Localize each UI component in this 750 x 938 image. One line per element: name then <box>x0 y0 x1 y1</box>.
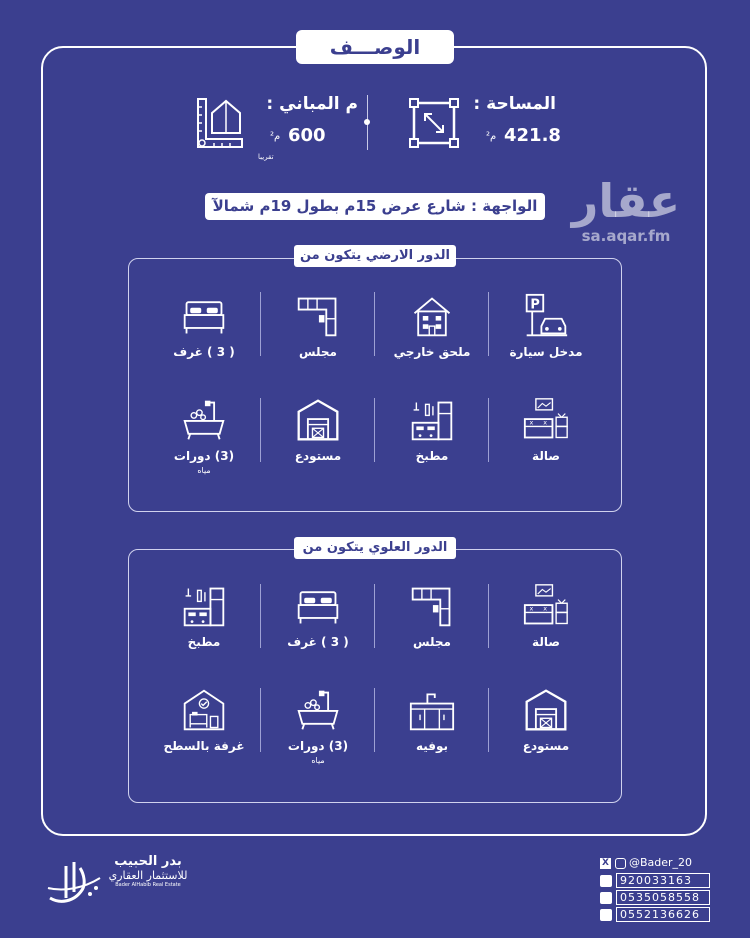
item-label: مدخل سيارة <box>509 345 583 359</box>
company-name <box>108 854 188 888</box>
contacts-block <box>600 855 710 922</box>
separator <box>374 292 375 356</box>
area-stat <box>466 94 556 114</box>
bed-icon <box>295 583 341 629</box>
building-stat <box>258 94 358 114</box>
living-room-icon <box>523 397 569 443</box>
item-label: مطبخ <box>415 449 449 463</box>
ground-item-majlis <box>263 293 373 359</box>
item-label: مستودع <box>294 449 342 463</box>
parking-car-icon <box>523 293 569 339</box>
ground-item-warehouse <box>263 397 373 463</box>
aqar-watermark <box>566 175 686 245</box>
page-title: الوصـــف <box>296 30 454 64</box>
sofa-icon <box>409 583 455 629</box>
phone-icon <box>600 909 612 921</box>
phone-number[interactable]: 0552136626 <box>616 907 710 922</box>
phone-icon <box>600 892 612 904</box>
social-handle-row <box>600 855 710 871</box>
buffet-icon <box>409 687 455 733</box>
facade-info: الواجهة : شارع عرض 15م بطول 19م شمالآ <box>205 193 545 220</box>
building-annex-icon <box>409 293 455 339</box>
bathtub-icon <box>295 687 341 733</box>
area-unit: م² <box>486 131 497 142</box>
phone-row[interactable] <box>600 907 710 922</box>
ground-item-car-entrance <box>491 293 601 359</box>
upper-item-roof-room <box>149 687 259 753</box>
stats-divider-dot <box>364 119 370 125</box>
separator <box>260 398 261 462</box>
item-label: ( 3 ) غرف <box>173 345 235 359</box>
warehouse-icon <box>523 687 569 733</box>
bathtub-icon <box>181 397 227 443</box>
building-value: 600 <box>288 125 326 146</box>
separator <box>260 584 261 648</box>
area-measure-icon <box>408 97 460 149</box>
item-label: مجلس <box>299 345 337 359</box>
area-label: المساحة : <box>473 94 556 114</box>
upper-floor-title: الدور العلوي يتكون من <box>294 537 456 559</box>
separator <box>488 688 489 752</box>
phone-number[interactable]: 920033163 <box>616 873 710 888</box>
item-label: ملحق خارجي <box>393 345 471 359</box>
upper-item-majlis <box>377 583 487 649</box>
bed-icon <box>181 293 227 339</box>
living-room-icon <box>523 583 569 629</box>
item-sublabel: مياه <box>197 466 211 475</box>
phone-icon <box>600 875 612 887</box>
phone-row[interactable] <box>600 873 710 888</box>
area-value: 421.8 <box>504 125 561 146</box>
separator <box>260 688 261 752</box>
item-sublabel: مياه <box>311 756 325 765</box>
item-label: صالة <box>532 635 560 649</box>
blueprint-ruler-icon <box>194 95 246 151</box>
separator <box>488 292 489 356</box>
company-name-line2: للاستثمار العقاري <box>108 869 188 882</box>
ground-item-bathrooms <box>149 397 259 475</box>
ground-item-rooms <box>149 293 259 359</box>
kitchen-icon <box>181 583 227 629</box>
upper-item-buffet <box>377 687 487 753</box>
item-label: صالة <box>532 449 560 463</box>
item-label: مطبخ <box>187 635 221 649</box>
building-unit: م² <box>270 131 281 142</box>
separator <box>374 398 375 462</box>
kitchen-icon <box>409 397 455 443</box>
watermark-logo: عقار <box>571 174 681 228</box>
watermark-url: sa.aqar.fm <box>581 227 671 245</box>
roof-room-icon <box>181 687 227 733</box>
instagram-icon[interactable] <box>615 858 626 869</box>
sofa-icon <box>295 293 341 339</box>
separator <box>374 688 375 752</box>
separator <box>488 398 489 462</box>
item-label: بوفيه <box>415 739 449 753</box>
item-label: (3) دورات <box>173 449 235 463</box>
building-label: م المباني : <box>266 94 358 114</box>
ground-item-hall <box>491 397 601 463</box>
item-label: مستودع <box>522 739 570 753</box>
upper-item-kitchen <box>149 583 259 649</box>
company-name-line1: بدر الحبيب <box>114 854 182 869</box>
upper-item-warehouse <box>491 687 601 753</box>
item-label: (3) دورات <box>287 739 349 753</box>
building-approx-note: تقريبا <box>258 153 274 161</box>
ground-item-annex <box>377 293 487 359</box>
warehouse-icon <box>295 397 341 443</box>
x-twitter-icon[interactable]: X <box>600 858 611 869</box>
separator <box>260 292 261 356</box>
item-label: غرفة بالسطح <box>163 739 245 753</box>
company-logo-icon <box>44 858 108 914</box>
upper-item-rooms <box>263 583 373 649</box>
item-label: مجلس <box>413 635 451 649</box>
phone-row[interactable] <box>600 890 710 905</box>
social-handle[interactable]: @Bader_20 <box>629 856 693 869</box>
upper-item-bathrooms <box>263 687 373 765</box>
separator <box>374 584 375 648</box>
company-name-en: Bader AlHabib Real Estate <box>115 882 181 888</box>
upper-item-hall <box>491 583 601 649</box>
separator <box>488 584 489 648</box>
item-label: ( 3 ) غرف <box>287 635 349 649</box>
phone-number[interactable]: 0535058558 <box>616 890 710 905</box>
ground-item-kitchen <box>377 397 487 463</box>
ground-floor-title: الدور الارضي يتكون من <box>294 245 456 267</box>
